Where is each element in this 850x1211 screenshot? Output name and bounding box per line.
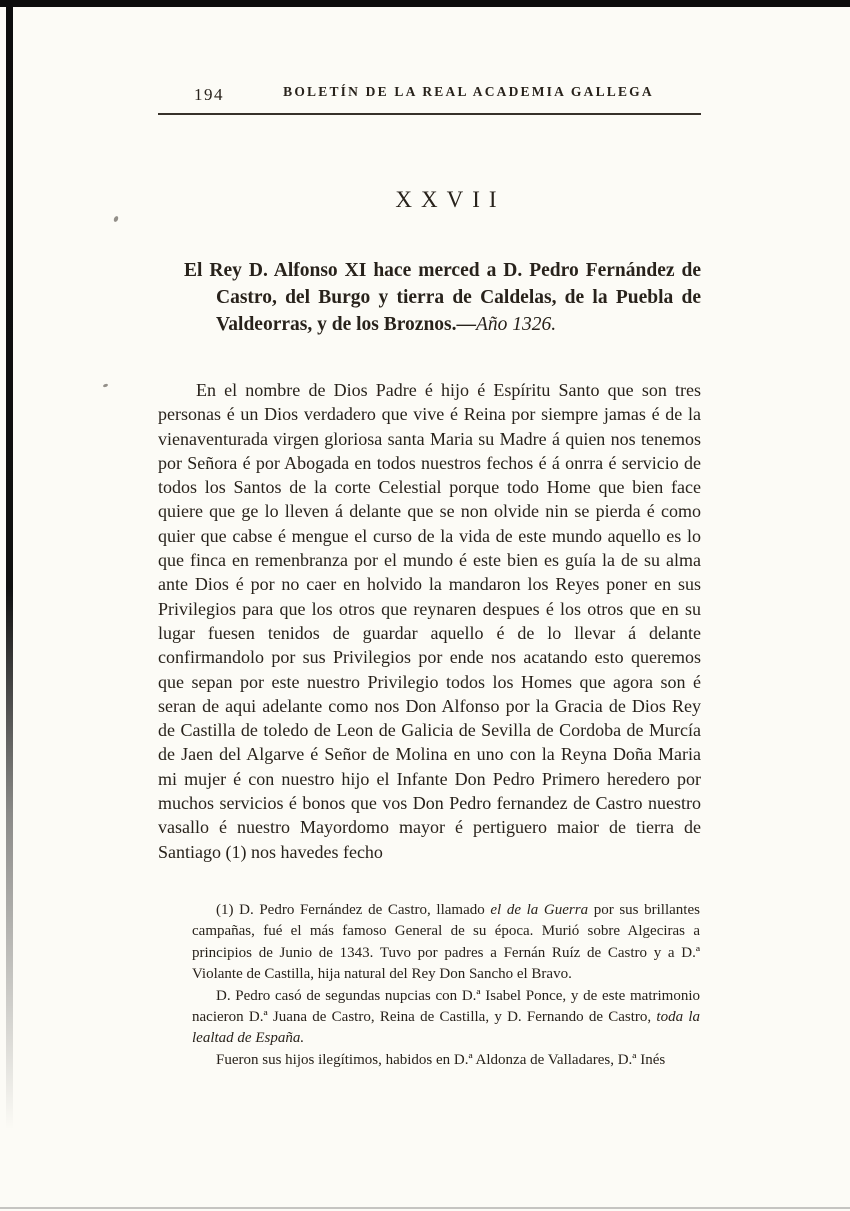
footnote-2-text: D. Pedro casó de segundas nupcias con D.ª Isabel Ponce, y de este matrimonio nacieron D.ª Juana de Castro, Reina de Castilla, y D. Fernando de Castro, [192,987,700,1025]
footnotes-block [192,900,700,1071]
heading-dash: — [456,314,477,335]
running-title: BOLETÍN DE LA REAL ACADEMIA GALLEGA [283,84,654,99]
footnote-1-italic: el de la Guerra [490,901,589,918]
scan-edge-bottom [0,1207,850,1209]
footnote-paragraph-3 [192,1050,700,1071]
scan-speck [103,383,109,388]
document-heading [184,257,701,338]
footnote-1-text-cont: por sus brillantes campañas, fué el más famoso General de su época. Murió sobre Algeciras a principios de Junio de 1343. Tuvo por padres a Fernán Ruíz de Castro y a D.ª Violante de Castilla, hija natural del Rey Don Sancho el Bravo. [192,901,700,983]
body-paragraph: En el nombre de Dios Padre é hijo é Espíritu Santo que son tres personas é un Dios verdadero que vive é Reina por siempre jamas é de la vienaventurada virgen gloriosa santa Maria su Madre á quien nos tenemos por Señora é por Abogada en todos nuestros fechos é á onrra é servicio de todos los Santos de la corte Celestial porque todo Home que bien face quiere que ge lo lleven á delante que se non olvide nin se pierda é como quier que cabse é mengue el curso de la vida de este mundo aquello es lo que finca en remenbranza por el mundo é este bien es guía la de su alma ante Dios é por no caer en holvido la mandaron los Reyes poner en sus Privilegios para que los otros que reynaren despues é los otros que en su lugar fuesen tenidos de guardar aquello é de lo llevar á delante confirmandolo por sus Privilegios por ende nos acatando esto queremos que sepan por este nuestro Privilegio todos los Homes que agora son é seran de aqui adelante como nos Don Alfonso por la Gracia de Dios Rey de Castilla de toledo de Leon de Galicia de Sevilla de Cordoba de Murcía de Jaen del Algarve é Señor de Molina en uno con la Reyna Doña Maria mi mujer é con nuestro hijo el Infante Don Pedro Primero heredero por muchos servicios é bonos que vos Don Pedro fernandez de Castro nuestro vasallo é nuestro Mayordomo mayor é pertiguero maior de tierra de Santiago (1) nos havedes fecho [158,380,701,862]
scan-speck [113,215,119,222]
heading-text: El Rey D. Alfonso XI hace merced a D. Pedro Fernández de Castro, del Burgo y tierra de Caldelas, de la Puebla de Valdeorras, y de los Broznos. [184,260,701,335]
heading-date: Año 1326. [476,314,557,335]
running-header [158,84,701,106]
scan-edge-left [6,0,13,1130]
section-numeral: XXVII [395,187,506,212]
page-content [158,84,701,1071]
footnote-paragraph-1 [192,900,700,986]
footnote-3-text: Fueron sus hijos ilegítimos, habidos en D.ª Aldonza de Valladares, D.ª Inés [216,1051,666,1068]
footnote-2-italic: toda la lealtad de España. [192,1008,700,1047]
footnote-paragraph-2 [192,986,700,1050]
page-number: 194 [194,85,224,104]
header-rule [158,113,701,115]
scan-edge-top [0,0,850,7]
footnote-1-text: (1) D. Pedro Fernández de Castro, llamado [216,901,491,918]
